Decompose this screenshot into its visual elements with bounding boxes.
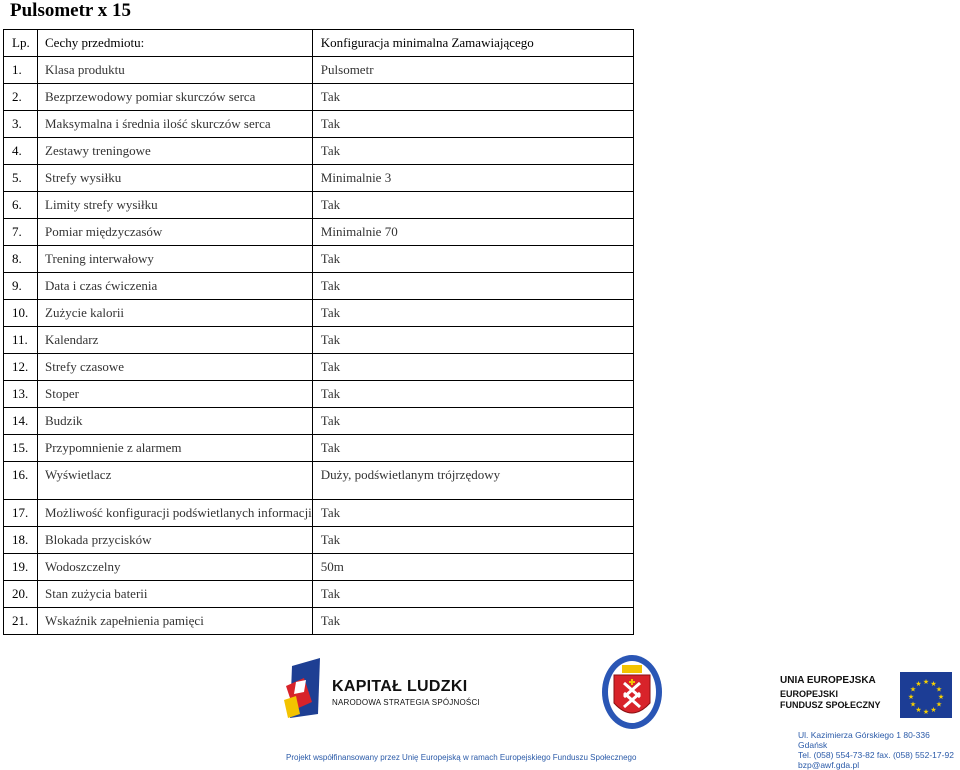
eu-star-icon: ★ <box>930 680 937 688</box>
eu-star-icon: ★ <box>915 680 922 688</box>
table-row <box>4 381 634 408</box>
table-row <box>4 165 634 192</box>
eu-star-icon: ★ <box>922 678 930 686</box>
cell-value: Tak <box>312 381 633 408</box>
spec-table-body <box>4 30 634 635</box>
cell-value: 50m <box>312 554 633 581</box>
cell-value: Duży, podświetlanym trójrzędowy <box>312 462 633 500</box>
cell-lp: 8. <box>4 246 38 273</box>
cell-feature: Zużycie kalorii <box>38 300 313 327</box>
cell-lp: 2. <box>4 84 38 111</box>
kapital-ludzki-logo <box>282 656 492 726</box>
cell-feature: Strefy czasowe <box>38 354 313 381</box>
cell-value: Minimalnie 70 <box>312 219 633 246</box>
cell-lp: 15. <box>4 435 38 462</box>
eu-subtitle-line2: FUNDUSZ SPOŁECZNY <box>780 700 881 710</box>
cell-feature: Data i czas ćwiczenia <box>38 273 313 300</box>
address-block <box>798 730 960 770</box>
cell-lp: 4. <box>4 138 38 165</box>
cell-feature: Kalendarz <box>38 327 313 354</box>
eu-star-icon: ★ <box>915 706 922 714</box>
cell-lp: 3. <box>4 111 38 138</box>
table-row <box>4 246 634 273</box>
kapital-ludzki-subtitle: NARODOWA STRATEGIA SPÓJNOŚCI <box>332 698 480 707</box>
cell-feature: Klasa produktu <box>38 57 313 84</box>
cell-lp: 5. <box>4 165 38 192</box>
table-row <box>4 192 634 219</box>
header-lp: Lp. <box>4 30 38 57</box>
eu-star-icon: ★ <box>909 685 917 694</box>
cell-lp: 20. <box>4 581 38 608</box>
kapital-ludzki-title: KAPITAŁ LUDZKI <box>332 678 468 695</box>
eu-star-icon: ★ <box>937 693 945 701</box>
cell-value: Tak <box>312 608 633 635</box>
spec-table <box>3 29 634 635</box>
eu-star-icon: ★ <box>922 708 930 716</box>
eu-star-icon: ★ <box>930 706 937 714</box>
cell-value: Tak <box>312 408 633 435</box>
cell-lp: 9. <box>4 273 38 300</box>
eu-flag-icon <box>900 672 952 718</box>
cell-value: Minimalnie 3 <box>312 165 633 192</box>
cell-feature: Wskaźnik zapełnienia pamięci <box>38 608 313 635</box>
table-row <box>4 608 634 635</box>
cell-value: Pulsometr <box>312 57 633 84</box>
cell-feature: Strefy wysiłku <box>38 165 313 192</box>
cell-value: Tak <box>312 84 633 111</box>
page-title: Pulsometr x 15 <box>10 0 132 21</box>
table-row <box>4 327 634 354</box>
cell-value: Tak <box>312 435 633 462</box>
cell-feature: Stoper <box>38 381 313 408</box>
eu-subtitle-line1: EUROPEJSKI <box>780 689 839 699</box>
cell-lp: 6. <box>4 192 38 219</box>
cell-lp: 17. <box>4 500 38 527</box>
cell-value: Tak <box>312 246 633 273</box>
cell-lp: 13. <box>4 381 38 408</box>
cell-lp: 14. <box>4 408 38 435</box>
table-row <box>4 408 634 435</box>
cell-lp: 7. <box>4 219 38 246</box>
table-header-row <box>4 30 634 57</box>
cell-lp: 10. <box>4 300 38 327</box>
cell-feature: Maksymalna i średnia ilość skurczów serca <box>38 111 313 138</box>
table-row <box>4 273 634 300</box>
cell-feature: Możliwość konfiguracji podświetlanych informacji <box>38 500 313 527</box>
table-row <box>4 554 634 581</box>
cell-value: Tak <box>312 527 633 554</box>
table-row <box>4 435 634 462</box>
cell-lp: 18. <box>4 527 38 554</box>
cell-feature: Stan zużycia baterii <box>38 581 313 608</box>
cell-lp: 11. <box>4 327 38 354</box>
header-feature: Cechy przedmiotu: <box>38 30 313 57</box>
address-street: Ul. Kazimierza Górskiego 1 80-336 Gdańsk <box>798 730 930 750</box>
table-row <box>4 300 634 327</box>
cell-value: Tak <box>312 273 633 300</box>
cell-value: Tak <box>312 327 633 354</box>
gdansk-crest-icon <box>600 653 664 731</box>
cell-lp: 21. <box>4 608 38 635</box>
cell-lp: 12. <box>4 354 38 381</box>
cell-feature: Bezprzewodowy pomiar skurczów serca <box>38 84 313 111</box>
table-row <box>4 138 634 165</box>
table-row <box>4 527 634 554</box>
cell-feature: Budzik <box>38 408 313 435</box>
cell-feature: Zestawy treningowe <box>38 138 313 165</box>
table-row <box>4 84 634 111</box>
table-row <box>4 219 634 246</box>
address-email: bzp@awf.gda.pl <box>798 760 860 770</box>
eu-star-icon: ★ <box>935 700 943 709</box>
cell-feature: Przypomnienie z alarmem <box>38 435 313 462</box>
cell-value: Tak <box>312 111 633 138</box>
cell-feature: Trening interwałowy <box>38 246 313 273</box>
cell-value: Tak <box>312 581 633 608</box>
header-value: Konfiguracja minimalna Zamawiającego <box>312 30 633 57</box>
table-row <box>4 57 634 84</box>
eu-subtitle <box>780 689 881 711</box>
cell-feature: Wodoszczelny <box>38 554 313 581</box>
cell-value: Tak <box>312 192 633 219</box>
eu-star-icon: ★ <box>935 685 943 694</box>
table-row <box>4 581 634 608</box>
cell-feature: Blokada przycisków <box>38 527 313 554</box>
cell-value: Tak <box>312 300 633 327</box>
kapital-ludzki-emblem-icon <box>282 656 330 726</box>
eu-star-icon: ★ <box>907 693 915 701</box>
cell-value: Tak <box>312 500 633 527</box>
cell-value: Tak <box>312 138 633 165</box>
eu-efs-logo <box>780 670 960 730</box>
address-phone: Tel. (058) 554-73-82 fax. (058) 552-17-92 <box>798 750 954 760</box>
cell-lp: 16. <box>4 462 38 500</box>
cell-lp: 19. <box>4 554 38 581</box>
table-row <box>4 354 634 381</box>
eu-star-icon: ★ <box>909 700 917 709</box>
eu-title: UNIA EUROPEJSKA <box>780 675 876 686</box>
cell-lp: 1. <box>4 57 38 84</box>
cell-feature: Wyświetlacz <box>38 462 313 500</box>
table-row <box>4 462 634 500</box>
footer-note: Projekt współfinansowany przez Unię Europejską w ramach Europejskiego Funduszu Społecznego <box>286 753 637 762</box>
cell-value: Tak <box>312 354 633 381</box>
table-row <box>4 500 634 527</box>
cell-feature: Limity strefy wysiłku <box>38 192 313 219</box>
table-row <box>4 111 634 138</box>
cell-feature: Pomiar międzyczasów <box>38 219 313 246</box>
